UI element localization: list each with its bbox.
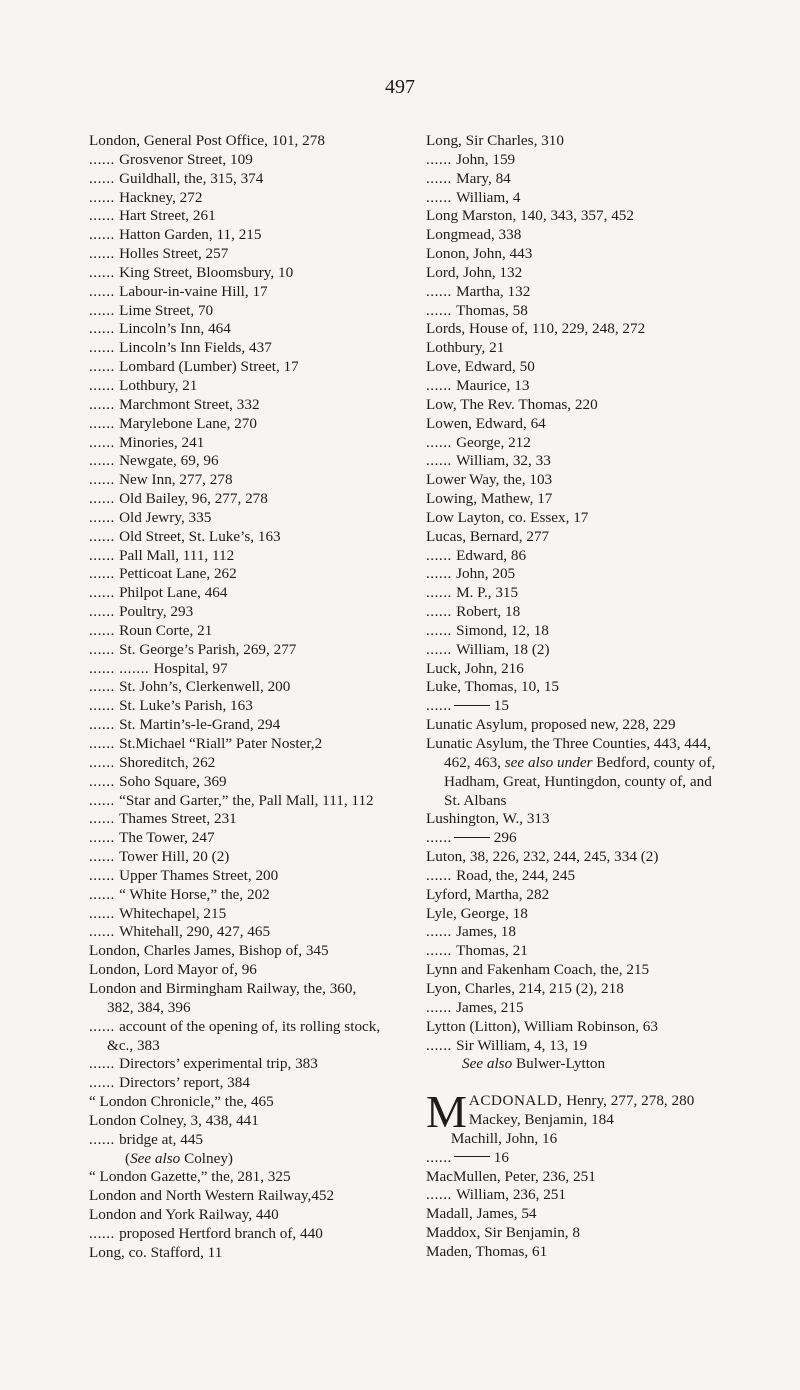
index-entry: Lower Way, the, 103: [426, 471, 553, 489]
drop-cap-continuation: ACDONALD,: [468, 1092, 563, 1110]
index-entry: ...... John, 159: [426, 150, 516, 168]
index-entry: ...... Directors’ experimental trip, 383: [89, 1055, 318, 1073]
index-entry: Long, co. Stafford, 11: [89, 1243, 223, 1261]
index-column-left: [89, 132, 385, 1263]
index-entry: ...... Labour-in-vaine Hill, 17: [89, 282, 268, 300]
index-entry: ...... Marylebone Lane, 270: [89, 414, 257, 432]
index-entry: Longmead, 338: [426, 226, 522, 244]
index-entry: ...... Whitehall, 290, 427, 465: [89, 923, 271, 941]
index-entry: ...... Maurice, 13: [426, 376, 530, 394]
index-column-right: [426, 132, 726, 1262]
index-entry: London, Charles James, Bishop of, 345: [89, 942, 329, 960]
index-entry: London and York Railway, 440: [89, 1206, 279, 1224]
index-entry: ...... Martha, 132: [426, 282, 531, 300]
index-entry: ...... Old Jewry, 335: [89, 508, 212, 526]
index-entry: ...... Guildhall, the, 315, 374: [89, 169, 264, 187]
index-entry: ...... 16: [426, 1148, 509, 1166]
index-entry: ...... Old Bailey, 96, 277, 278: [89, 490, 268, 508]
index-entry: ...... St. George’s Parish, 269, 277: [89, 640, 297, 658]
index-entry: ...... Grosvenor Street, 109: [89, 150, 253, 168]
index-entry: Low Layton, co. Essex, 17: [426, 508, 589, 526]
index-entry: ...... Pall Mall, 111, 112: [89, 546, 235, 564]
index-entry: Lyford, Martha, 282: [426, 885, 550, 903]
index-entry: ...... Thomas, 21: [426, 942, 528, 960]
index-entry: ...... 15: [426, 697, 509, 715]
index-entry: London and North Western Railway,452: [89, 1187, 335, 1205]
index-entry: Madall, James, 54: [426, 1205, 537, 1223]
index-entry: ...... Directors’ report, 384: [89, 1074, 250, 1092]
index-entry: Long Marston, 140, 343, 357, 452: [426, 207, 634, 225]
index-entry: ...... Simond, 12, 18: [426, 621, 549, 639]
index-entry: Lonon, John, 443: [426, 245, 533, 263]
index-entry: ...... Lothbury, 21: [89, 376, 198, 394]
index-entry: ...... M. P., 315: [426, 584, 519, 602]
index-entry: ...... Shoreditch, 262: [89, 753, 216, 771]
index-entry: Lyon, Charles, 214, 215 (2), 218: [426, 979, 624, 997]
index-entry: ...... William, 236, 251: [426, 1186, 566, 1204]
index-entry: Maddox, Sir Benjamin, 8: [426, 1224, 580, 1242]
index-entry: ...... account of the opening of, its rolling stock, &c., 383: [89, 1017, 381, 1054]
index-entry: Lothbury, 21: [426, 339, 505, 357]
index-entry: ...... Lime Street, 70: [89, 301, 214, 319]
index-entry: ...... Hart Street, 261: [89, 207, 216, 225]
index-entry: ...... Robert, 18: [426, 603, 521, 621]
index-entry: Lyle, George, 18: [426, 904, 528, 922]
index-entry: London and Birmingham Railway, the, 360, 382, 384, 396: [89, 979, 357, 1016]
index-entry: ...... St.Michael “Riall” Pater Noster,2: [89, 735, 323, 752]
index-entry: ...... bridge at, 445: [89, 1130, 204, 1148]
index-entry: ...... Roun Corte, 21: [89, 621, 213, 639]
mac-first-entry-rest: Henry, 277, 278, 280: [562, 1092, 695, 1110]
index-entry: ...... Old Street, St. Luke’s, 163: [89, 527, 281, 545]
index-entry: ...... James, 18: [426, 923, 516, 941]
index-entry: Lunatic Asylum, the Three Counties, 443, 444, 462, 463, see also under Bedford, county of, Hadham, Great, Huntingdon, county of, and St. Albans: [426, 735, 716, 809]
index-entry: ...... St. Martin’s-le-Grand, 294: [89, 716, 281, 734]
index-entries-l: [426, 132, 726, 1074]
section-gap: [426, 1074, 726, 1090]
index-entry: ...... Thomas, 58: [426, 301, 528, 319]
index-entry: London, General Post Office, 101, 278: [89, 132, 325, 149]
index-entry: ...... Soho Square, 369: [89, 772, 227, 790]
index-entry: ...... Hatton Garden, 11, 215: [89, 226, 262, 244]
index-entry: Lynn and Fakenham Coach, the, 215: [426, 961, 650, 979]
index-entry: London Colney, 3, 438, 441: [89, 1111, 259, 1129]
index-entry: “ London Gazette,” the, 281, 325: [89, 1168, 291, 1186]
drop-cap: M: [426, 1086, 467, 1138]
index-entry: ...... The Tower, 247: [89, 829, 215, 847]
index-entry: Lunatic Asylum, proposed new, 228, 229: [426, 716, 676, 734]
index-entry: Luck, John, 216: [426, 659, 524, 677]
index-entry: ...... Sir William, 4, 13, 19: [426, 1036, 588, 1054]
index-entry: ...... Mary, 84: [426, 169, 511, 187]
index-entry: ...... New Inn, 277, 278: [89, 471, 233, 489]
index-entry: ...... George, 212: [426, 433, 531, 451]
index-entry: ...... Petticoat Lane, 262: [89, 565, 237, 583]
mac-second-entry: Mackey, Benjamin, 184: [468, 1111, 614, 1129]
index-entry: Lowen, Edward, 64: [426, 414, 546, 432]
index-entry: Low, The Rev. Thomas, 220: [426, 395, 598, 413]
index-entry: ...... Minories, 241: [89, 433, 205, 451]
index-entry: Luton, 38, 226, 232, 244, 245, 334 (2): [426, 848, 659, 866]
index-entry: Maden, Thomas, 61: [426, 1242, 548, 1260]
index-entry: ...... William, 32, 33: [426, 452, 551, 470]
index-entry: Lord, John, 132: [426, 263, 523, 281]
index-entry: See also Bulwer-Lytton: [462, 1055, 606, 1073]
index-entry: ...... “ White Horse,” the, 202: [89, 885, 270, 903]
index-entry: ...... James, 215: [426, 998, 524, 1016]
index-entry: ...... Lincoln’s Inn Fields, 437: [89, 339, 272, 357]
section-m: [426, 1086, 726, 1262]
index-entry: (See also Colney): [125, 1149, 233, 1167]
index-entry: ...... 296: [426, 829, 517, 847]
index-entry: ...... King Street, Bloomsbury, 10: [89, 263, 294, 281]
index-entry: ...... Lombard (Lumber) Street, 17: [89, 358, 299, 376]
index-entry: ...... Tower Hill, 20 (2): [89, 848, 230, 866]
index-entry: Lords, House of, 110, 229, 248, 272: [426, 320, 646, 338]
index-entry: ...... Upper Thames Street, 200: [89, 866, 279, 884]
index-entry: Long, Sir Charles, 310: [426, 132, 564, 149]
index-entry: ...... proposed Hertford branch of, 440: [89, 1224, 323, 1242]
index-entry: ...... Holles Street, 257: [89, 245, 229, 263]
index-entry: ...... Poultry, 293: [89, 603, 194, 621]
index-entry: MacMullen, Peter, 236, 251: [426, 1167, 596, 1185]
index-entry: ...... William, 18 (2): [426, 640, 550, 658]
index-entry: Lushington, W., 313: [426, 810, 550, 828]
index-entry: ...... William, 4: [426, 188, 521, 206]
index-entry: ...... Hackney, 272: [89, 188, 203, 206]
index-entry: Lytton (Litton), William Robinson, 63: [426, 1017, 658, 1035]
index-entry: Lowing, Mathew, 17: [426, 490, 553, 508]
index-entry: ...... Road, the, 244, 245: [426, 866, 576, 884]
index-entry: ...... ....... Hospital, 97: [89, 659, 228, 677]
index-entry: ...... Philpot Lane, 464: [89, 584, 228, 602]
index-entry: Luke, Thomas, 10, 15: [426, 678, 560, 696]
index-entry: ...... Edward, 86: [426, 546, 527, 564]
index-entry: “ London Chronicle,” the, 465: [89, 1093, 274, 1111]
index-entries-m: [426, 1130, 726, 1262]
index-entry: ...... St. Luke’s Parish, 163: [89, 697, 253, 715]
index-entry: ...... Thames Street, 231: [89, 810, 237, 828]
index-entry: London, Lord Mayor of, 96: [89, 961, 257, 979]
index-entry: Love, Edward, 50: [426, 358, 535, 376]
page-number: 497: [385, 76, 415, 98]
index-entry: ...... Whitechapel, 215: [89, 904, 227, 922]
index-entry: Lucas, Bernard, 277: [426, 527, 550, 545]
index-entry: ...... St. John’s, Clerkenwell, 200: [89, 678, 291, 696]
index-entry: ...... Lincoln’s Inn, 464: [89, 320, 231, 338]
index-entry: ...... Newgate, 69, 96: [89, 452, 219, 470]
index-entry: ...... John, 205: [426, 565, 516, 583]
index-entry: ...... Marchmont Street, 332: [89, 395, 260, 413]
index-entry: Machill, John, 16: [450, 1129, 558, 1147]
index-entry: ...... “Star and Garter,” the, Pall Mall, 111, 112: [89, 791, 374, 809]
